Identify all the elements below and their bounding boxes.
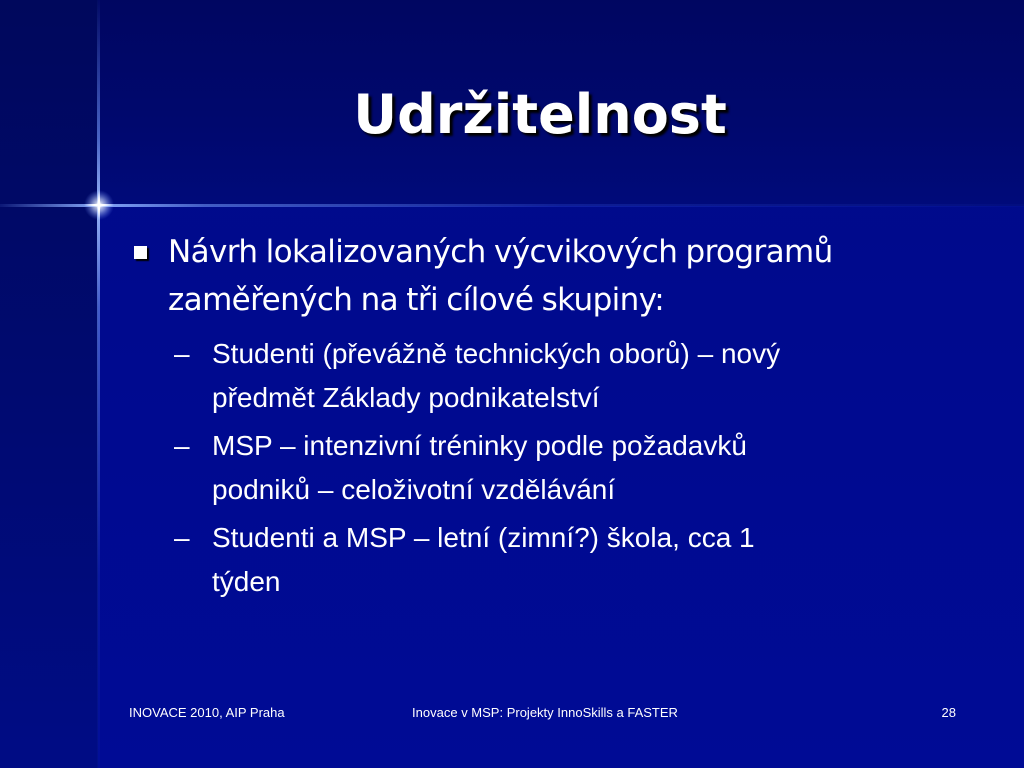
main-bullet-item bbox=[130, 228, 980, 324]
sub-bullet-line-1: Studenti a MSP – letní (zimní?) škola, cca 1 bbox=[212, 522, 755, 553]
vertical-accent-line bbox=[97, 0, 100, 768]
slide-title: Udržitelnost bbox=[353, 83, 727, 146]
sub-bullet-item bbox=[130, 332, 980, 420]
page-number: 28 bbox=[941, 705, 956, 720]
left-band bbox=[0, 0, 98, 768]
sub-bullet-line-1: MSP – intenzivní tréninky podle požadavků bbox=[212, 430, 747, 461]
sub-bullet-line-2: týden bbox=[212, 566, 281, 597]
footer-center-text: Inovace v MSP: Projekty InnoSkills a FASTER bbox=[412, 705, 678, 720]
footer-left-text: INOVACE 2010, AIP Praha bbox=[129, 705, 285, 720]
sub-bullet-dash: – bbox=[174, 338, 190, 369]
horizontal-accent-line bbox=[0, 204, 1024, 207]
sub-bullet-dash: – bbox=[174, 522, 190, 553]
main-bullet-line-2: zaměřených na tři cílové skupiny: bbox=[168, 282, 665, 318]
slide-content bbox=[130, 228, 980, 604]
sparkle-star-icon bbox=[83, 189, 115, 221]
sub-bullet-line-2: podniků – celoživotní vzdělávání bbox=[212, 474, 616, 505]
sub-bullet-line-2: předmět Základy podnikatelství bbox=[212, 382, 600, 413]
square-bullet-icon bbox=[134, 246, 147, 259]
sub-bullet-dash: – bbox=[174, 430, 190, 461]
sub-bullet-item bbox=[130, 424, 980, 512]
sub-bullet-item bbox=[130, 516, 980, 604]
main-bullet-line-1: Návrh lokalizovaných výcvikových programů bbox=[168, 234, 833, 270]
sub-bullet-line-1: Studenti (převážně technických oborů) – nový bbox=[212, 338, 781, 369]
